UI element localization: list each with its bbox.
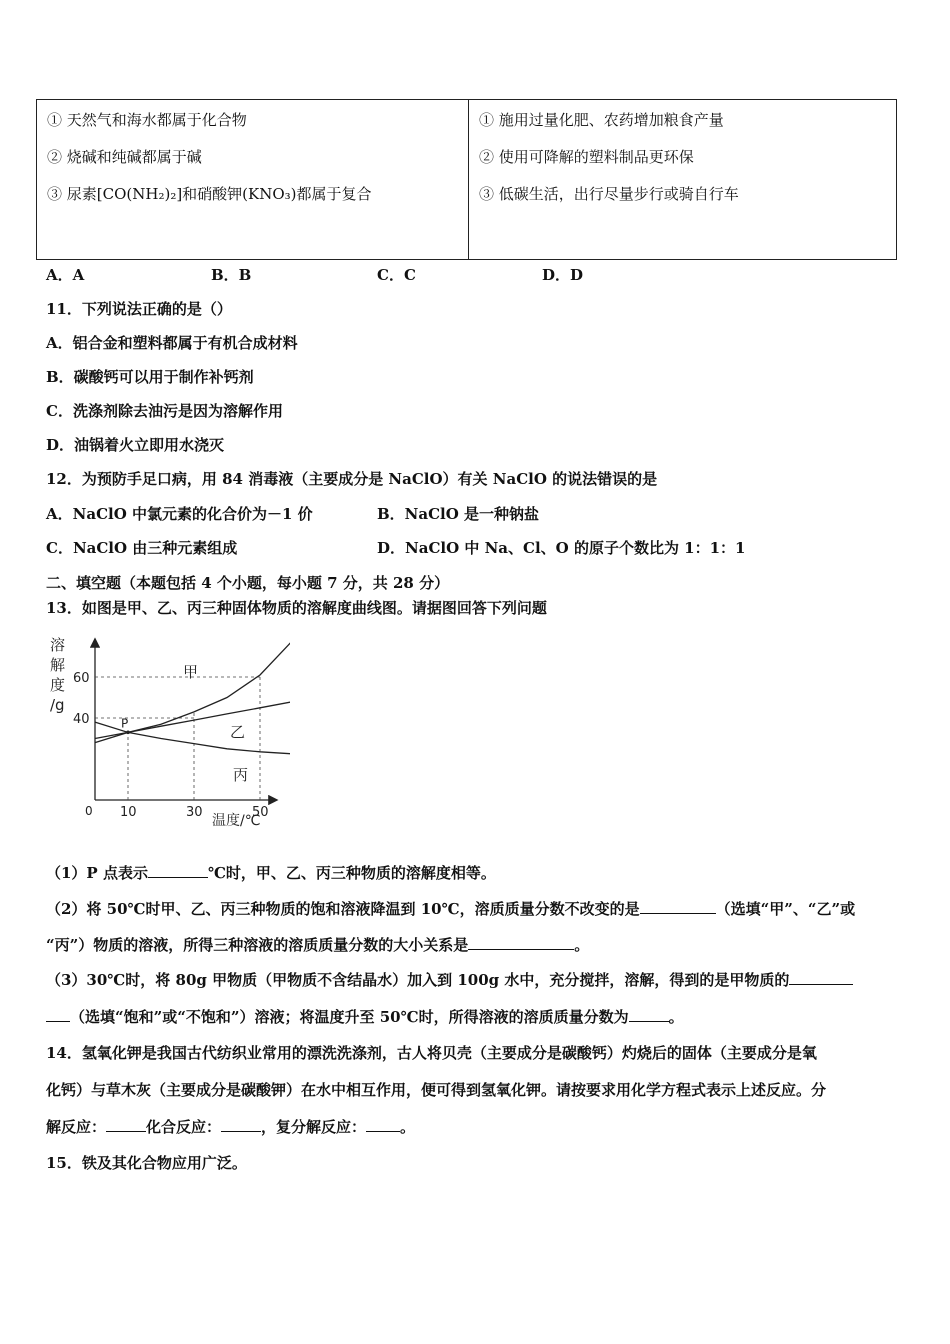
q14-line-2: 化钙）与草木灰（主要成分是碳酸钾）在水中相互作用，便可得到氢氧化钾。请按要求用化学方程式表示上述反应。分 [46, 1081, 827, 1099]
q13-part2-text-c: “丙”）物质的溶液，所得三种溶液的溶质质量分数的大小关系是 [46, 936, 469, 954]
q12-option-a: A．NaClO 中氯元素的化合价为－1 价 [46, 505, 313, 523]
table-cell-left [37, 100, 469, 260]
y-axis-label-3: /g [50, 696, 65, 714]
q13-part3-text-b: （选填“饱和”或“不饱和”）溶液；将温度升至 50℃时，所得溶液的溶质质量分数为 [70, 1008, 629, 1026]
y-tick-label-60: 60 [73, 671, 90, 686]
section-2-heading: 二、填空题（本题包括 4 个小题，每小题 7 分，共 28 分） [46, 574, 450, 592]
q11-option-b: B．碳酸钙可以用于制作补钙剂 [46, 368, 254, 386]
q14-line-1: 14．氢氧化钾是我国古代纺织业常用的漂洗洗涤剂，古人将贝壳（主要成分是碳酸钙）灼烧后的固体（主要成分是氧 [46, 1044, 817, 1062]
q13-blank-2[interactable] [640, 899, 716, 914]
q11-option-d: D．油锅着火立即用水浇灭 [46, 436, 225, 454]
point-p [126, 731, 130, 735]
solubility-chart [40, 630, 290, 835]
q13-part1-text-a: （1）P 点表示 [46, 864, 148, 882]
q15-stem: 15．铁及其化合物应用广泛。 [46, 1154, 247, 1172]
q13-part2-cont [46, 934, 589, 955]
q11-option-c: C．洗涤剂除去油污是因为溶解作用 [46, 402, 283, 420]
y-axis-label-0: 溶 [50, 636, 66, 654]
q13-part2-text-a: （2）将 50℃时甲、乙、丙三种物质的饱和溶液降温到 10℃，溶质质量分数不改变的是 [46, 900, 640, 918]
q14-text-c: ，复分解反应： [261, 1118, 367, 1136]
q14-blank-3[interactable] [366, 1117, 400, 1132]
q10-option-b: B．B [211, 266, 252, 284]
y-tick-label-40: 40 [73, 712, 90, 727]
q10-option-a: A．A [46, 266, 85, 284]
q14-text-a: 解反应： [46, 1118, 107, 1136]
table-left-line-2: ② 烧碱和纯碱都属于碱 [47, 148, 202, 166]
series-label-1: 乙 [230, 723, 246, 741]
x-tick-label-30: 30 [186, 805, 203, 820]
q13-part3 [46, 969, 853, 990]
table-cell-right [469, 100, 897, 260]
q13-part3-text-a: （3）30℃时，将 80g 甲物质（甲物质不含结晶水）加入到 100g 水中，充分搅拌，溶解，得到的是甲物质的 [46, 971, 790, 989]
table-left-line-1: ① 天然气和海水都属于化合物 [47, 111, 247, 129]
x-tick-label-50: 50 [252, 805, 269, 820]
q10-option-c: C．C [377, 266, 416, 284]
y-axis-label-2: 度 [50, 676, 66, 694]
q13-part3-text-c: 。 [668, 1008, 684, 1026]
q10-option-d: D．D [542, 266, 584, 284]
q14-text-d: 。 [400, 1118, 416, 1136]
q12-option-b: B．NaClO 是一种钠盐 [377, 505, 540, 523]
q13-stem: 13．如图是甲、乙、丙三种固体物质的溶解度曲线图。请据图回答下列问题 [46, 599, 547, 617]
q14-line-3 [46, 1116, 415, 1137]
table-right-line-1: ① 施用过量化肥、农药增加粮食产量 [479, 111, 724, 129]
table-right-line-2: ② 使用可降解的塑料制品更环保 [479, 148, 694, 166]
q13-blank-3[interactable] [468, 935, 574, 950]
q14-blank-1[interactable] [106, 1117, 146, 1132]
series-label-2: 丙 [233, 766, 249, 784]
q11-option-a: A．铝合金和塑料都属于有机合成材料 [46, 334, 298, 352]
q14-blank-2[interactable] [221, 1117, 261, 1132]
origin-label: 0 [85, 804, 93, 818]
point-p-label: P [121, 716, 129, 731]
q13-blank-1[interactable] [148, 863, 208, 878]
q13-part2 [46, 898, 855, 919]
q12-stem: 12．为预防手足口病，用 84 消毒液（主要成分是 NaClO）有关 NaClO 的说法错误的是 [46, 470, 658, 488]
table-left-line-3: ③ 尿素[CO(NH₂)₂]和硝酸钾(KNO₃)都属于复合 [47, 185, 372, 203]
table-right-line-3: ③ 低碳生活，出行尽量步行或骑自行车 [479, 185, 739, 203]
q13-part2-text-d: 。 [574, 936, 590, 954]
q13-part3-cont [46, 1006, 684, 1027]
q14-text-b: 化合反应： [146, 1118, 222, 1136]
series-label-0: 甲 [183, 663, 199, 681]
q13-part1 [46, 862, 496, 883]
x-tick-label-10: 10 [120, 805, 137, 820]
x-axis-label: 温度/℃ [212, 813, 261, 829]
option-table [36, 99, 897, 260]
q13-part1-text-b: ℃时，甲、乙、丙三种物质的溶解度相等。 [207, 864, 496, 882]
q13-blank-4-cont[interactable] [46, 1007, 70, 1022]
q13-part2-text-b: （选填“甲”、“乙”或 [715, 900, 856, 918]
q12-option-d: D．NaClO 中 Na、Cl、O 的原子个数比为 1：1：1 [377, 539, 746, 557]
q13-blank-4[interactable] [789, 970, 853, 985]
q12-option-c: C．NaClO 由三种元素组成 [46, 539, 238, 557]
q11-stem: 11．下列说法正确的是（） [46, 300, 232, 318]
q13-blank-5[interactable] [629, 1007, 669, 1022]
y-axis-label-1: 解 [50, 656, 66, 674]
